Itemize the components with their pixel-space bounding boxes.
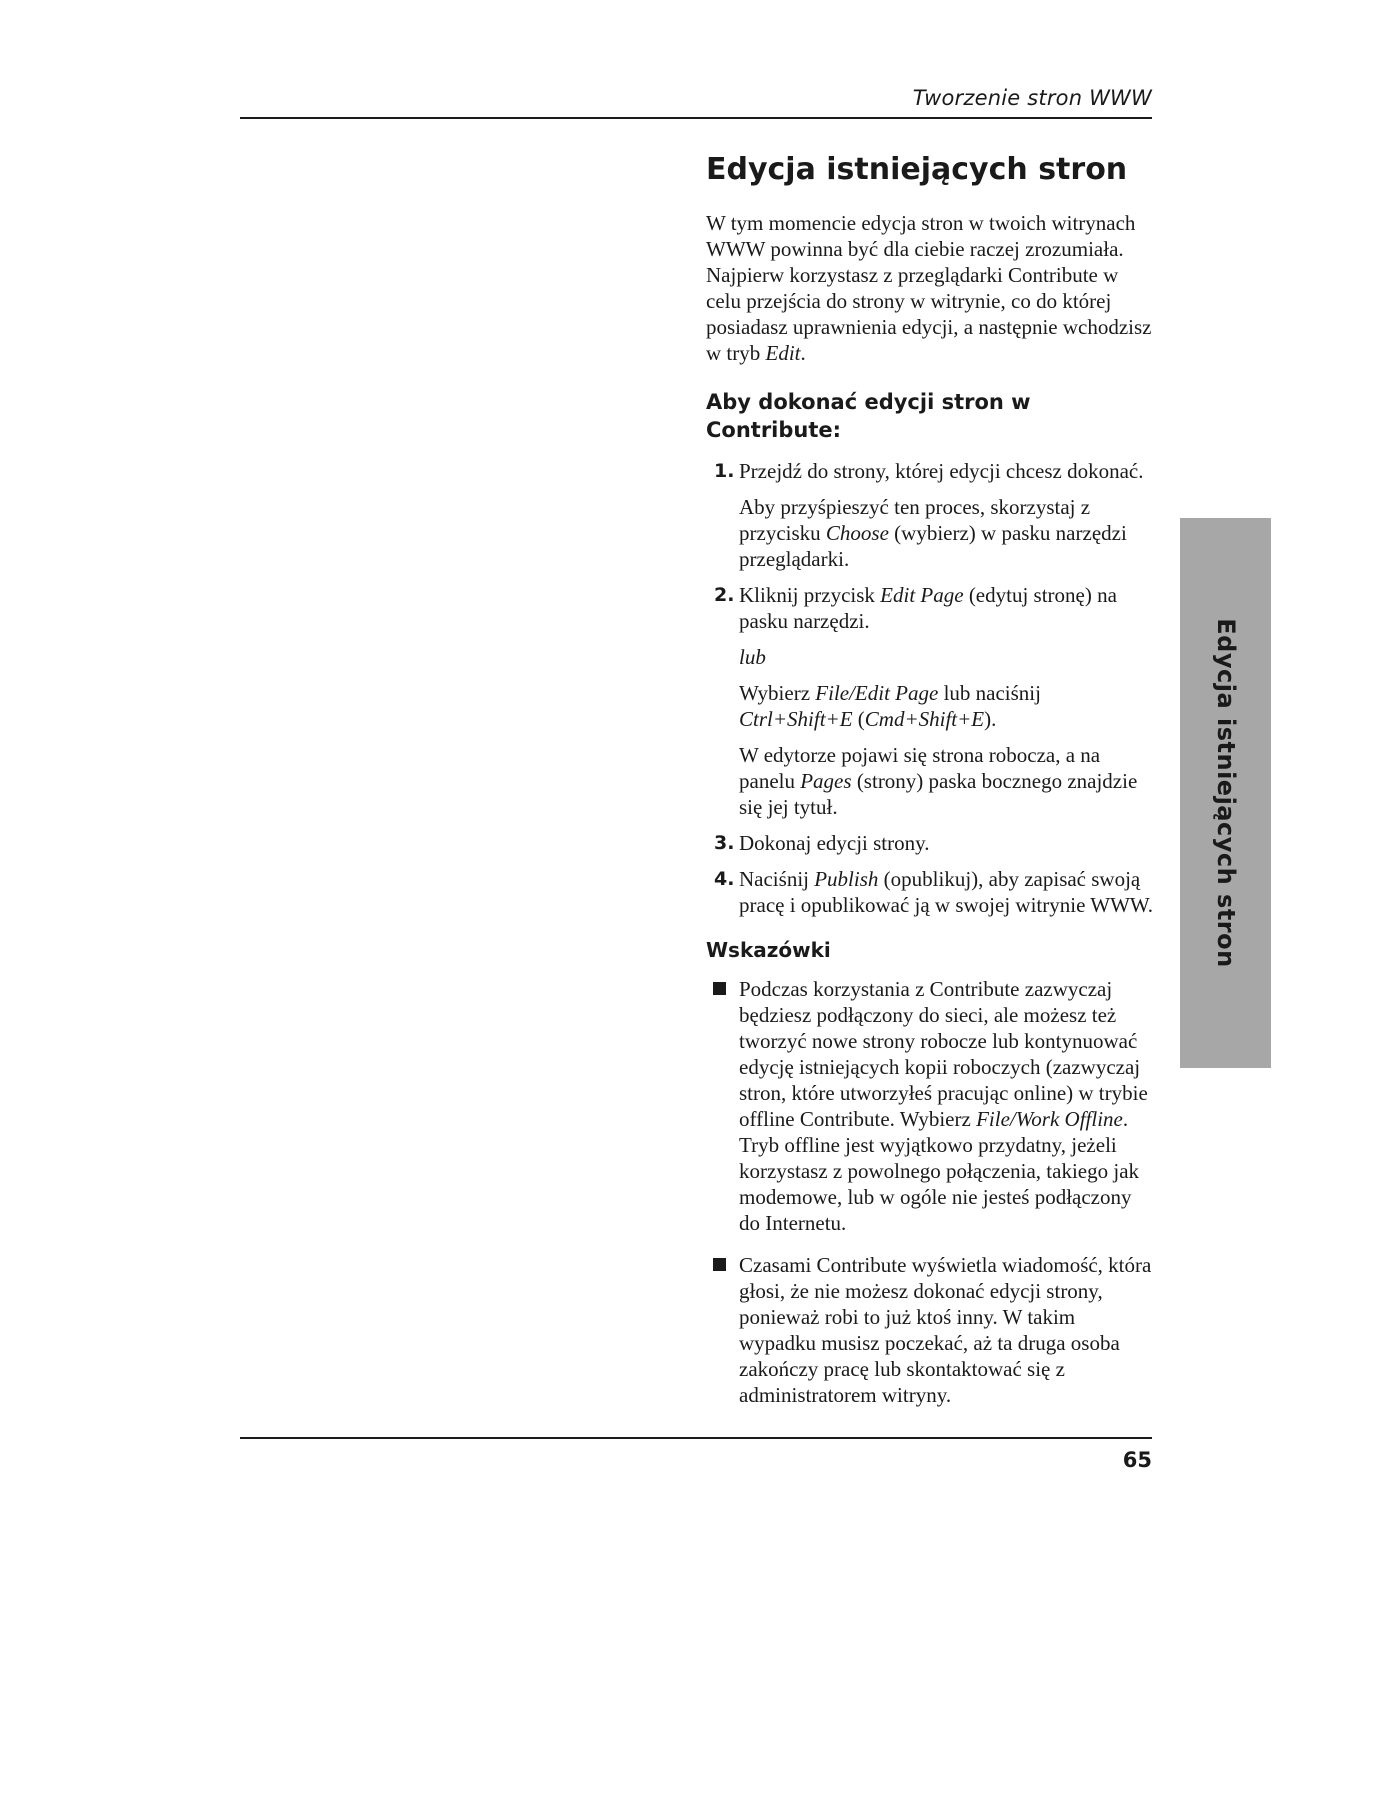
section-title: Edycja istniejących stron: [706, 152, 1128, 187]
step-note-text: (wybierz) w pasku narzędzi przeglądarki.: [739, 521, 1127, 571]
tip-item: [706, 976, 1156, 1236]
intro-edit-term: Edit: [765, 341, 801, 365]
top-rule: [240, 117, 1152, 119]
tip-item: [706, 1252, 1156, 1408]
step-number: 3.: [714, 832, 735, 854]
step-text-part: (edytuj stronę) na pasku narzędzi.: [739, 583, 1117, 633]
publish-term: Publish: [814, 867, 879, 891]
tip-text: Czasami Contribute wyświetla wiadomość, która głosi, że nie możesz dokonać edycji strony, ponieważ robi to już ktoś inny. W takim wypadku musisz poczekać, aż ta druga osoba zakończy pracę lub skontaktować się z administratorem witryny.: [739, 1253, 1152, 1407]
step-result-text: (strony) paska bocznego znajdzie się jej tytuł.: [739, 769, 1138, 819]
file-edit-page-term: File/Edit Page: [815, 681, 939, 705]
work-offline-term: File/Work Offline: [976, 1107, 1123, 1131]
step-result: [739, 742, 1156, 820]
step-alt-text: lub naciśnij: [938, 681, 1041, 705]
tips-list: [706, 976, 1156, 1408]
side-tab: [1180, 518, 1271, 1068]
step-alt-text: (: [852, 707, 865, 731]
step-1: [706, 458, 1156, 572]
bullet-square-icon: [713, 982, 726, 995]
step-text: [739, 866, 1156, 918]
intro-period: .: [800, 341, 806, 365]
pages-term: Pages: [800, 769, 852, 793]
mac-shortcut: Cmd+Shift+E: [864, 707, 985, 731]
step-or-label: [739, 644, 1156, 670]
running-head: Tworzenie stron WWW: [912, 86, 1152, 110]
step-alt-text: ).: [984, 707, 997, 731]
procedure-heading: Aby dokonać edycji stron w Contribute:: [706, 390, 1031, 442]
step-number: 4.: [714, 868, 735, 890]
step-alt-text: Wybierz: [739, 681, 816, 705]
step-4: [706, 866, 1156, 918]
windows-shortcut: Ctrl+Shift+E: [739, 707, 853, 731]
procedure-steps: [706, 458, 1156, 918]
edit-page-term: Edit Page: [880, 583, 964, 607]
step-text: [739, 582, 1156, 634]
step-text-part: Naciśnij: [739, 867, 815, 891]
step-number: 2.: [714, 584, 735, 606]
side-tab-label: Edycja istniejących stron: [1211, 618, 1240, 968]
step-result-text: W edytorze pojawi się strona robocza, a na panelu: [739, 743, 1101, 793]
choose-term: Choose: [825, 521, 889, 545]
step-3: [706, 830, 1156, 856]
tip-text: Podczas korzystania z Contribute zazwyczaj będziesz podłączony do sieci, ale możesz też tworzyć nowe strony robocze lub kontynuować edycję istniejących kopii roboczych (zazwyczaj stron, które utworzyłeś pracując online) w trybie offline Contribute. Wybierz: [739, 977, 1148, 1131]
page-content: [706, 150, 1156, 1424]
step-text: Dokonaj edycji strony.: [739, 831, 930, 855]
intro-paragraph: [706, 210, 1156, 366]
or-term: lub: [739, 645, 766, 669]
step-text: Przejdź do strony, której edycji chcesz dokonać.: [739, 459, 1144, 483]
step-note: [739, 494, 1156, 572]
step-2: [706, 582, 1156, 820]
tip-text: . Tryb offline jest wyjątkowo przydatny, jeżeli korzystasz z powolnego połączenia, takiego jak modemowe, lub w ogóle nie jesteś podłączony do Internetu.: [739, 1107, 1140, 1235]
step-text-part: (opublikuj), aby zapisać swoją pracę i opublikować ją w swojej witrynie WWW.: [739, 867, 1154, 917]
step-alternative: [739, 680, 1156, 732]
intro-text: W tym momencie edycja stron w twoich witrynach WWW powinna być dla ciebie raczej zrozumiała. Najpierw korzystasz z przeglądarki Contribute w celu przejścia do strony w witrynie, co do której posiadasz uprawnienia edycji, a następnie wchodzisz w tryb: [706, 211, 1152, 365]
step-text-part: Kliknij przycisk: [739, 583, 881, 607]
step-number: 1.: [714, 460, 735, 482]
bottom-rule: [240, 1437, 1152, 1439]
tips-heading: Wskazówki: [706, 938, 831, 962]
step-note-text: Aby przyśpieszyć ten proces, skorzystaj z przycisku: [739, 495, 1091, 545]
bullet-square-icon: [713, 1258, 726, 1271]
page-number: 65: [1122, 1448, 1152, 1472]
